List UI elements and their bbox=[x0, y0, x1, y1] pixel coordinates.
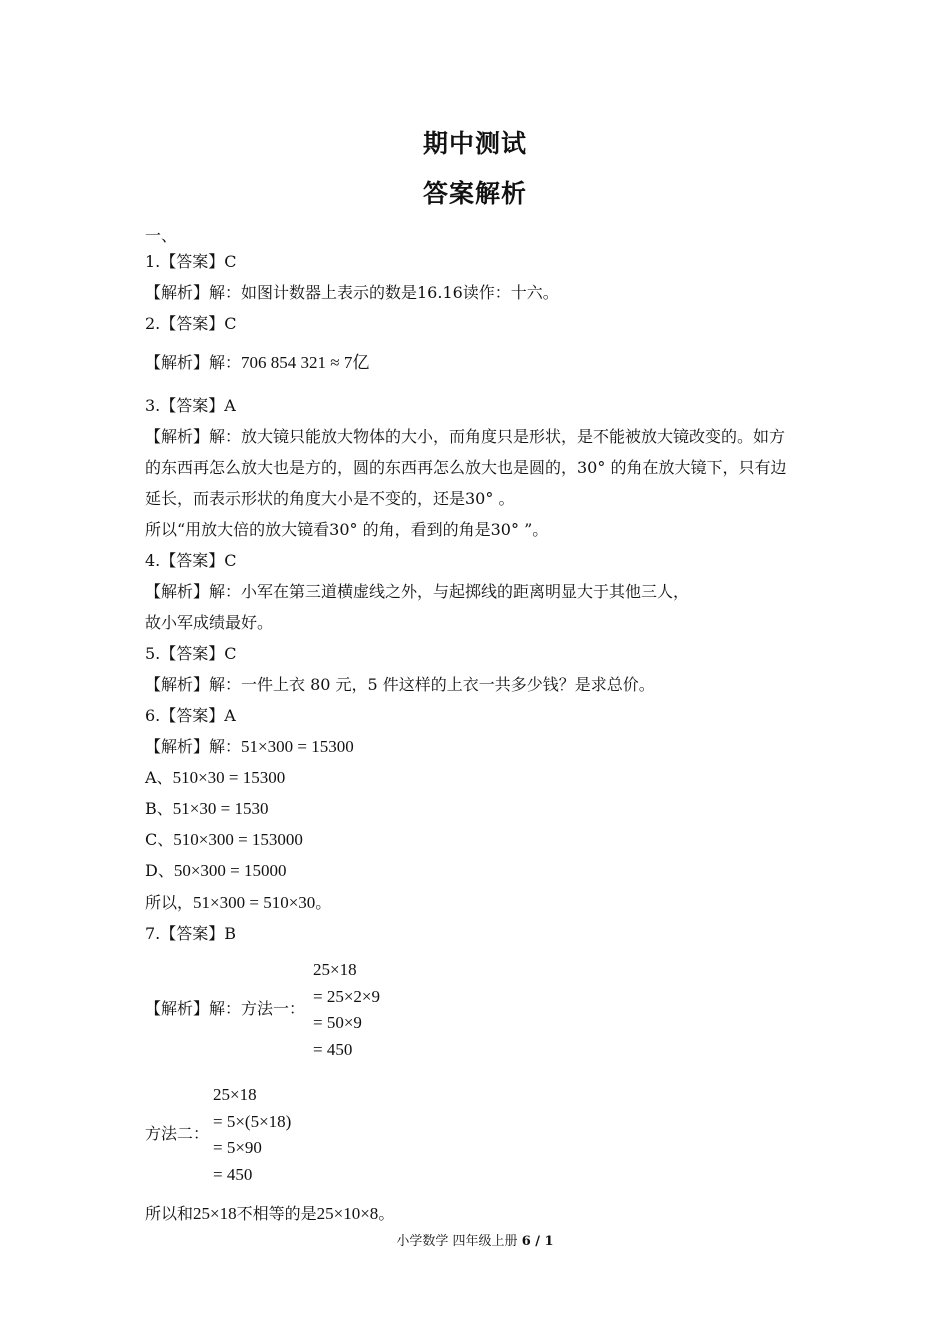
q7-method2-step: 25×18 bbox=[213, 1085, 257, 1104]
q4-analysis-line-2: 故小军成绩最好。 bbox=[145, 613, 274, 632]
q6-option-math: 510×30 = 15300 bbox=[172, 768, 286, 787]
q6-option-d bbox=[145, 861, 287, 881]
q3-analysis-line-1: 【解析】解：放大镜只能放大物体的大小，而角度只是形状，是不能被放大镜改变的。如方 bbox=[145, 427, 786, 446]
q3-answer: 3.【答案】A bbox=[145, 396, 236, 415]
q3-analysis-line-3: 延长，而表示形状的角度大小是不变的，还是30° 。 bbox=[145, 489, 515, 508]
q1-analysis: 【解析】解：如图计数器上表示的数是16.16读作：十六。 bbox=[145, 283, 559, 302]
q7-conclusion-middle: 不相等的是 bbox=[236, 1204, 317, 1223]
q7-method1-step: = 25×2×9 bbox=[313, 986, 381, 1006]
q6-option-math: 51×30 = 1530 bbox=[172, 799, 269, 818]
q5-analysis: 【解析】解：一件上衣 80 元，5 件这样的上衣一共多少钱？是求总价。 bbox=[145, 675, 655, 694]
q7-method1-label: 【解析】解：方法一： bbox=[145, 999, 306, 1018]
page-footer bbox=[0, 1230, 950, 1249]
q2-analysis bbox=[145, 353, 369, 373]
q6-option-b bbox=[145, 799, 268, 819]
q2-answer: 2.【答案】C bbox=[145, 314, 237, 333]
q6-option-math: 50×300 = 15000 bbox=[173, 861, 287, 880]
q6-analysis-prefix: 【解析】解： bbox=[145, 737, 242, 756]
page-title: 期中测试 bbox=[422, 129, 527, 158]
section-heading: 一、 bbox=[145, 226, 178, 245]
q6-option-label: A、 bbox=[145, 768, 173, 787]
q7-conclusion-suffix: 。 bbox=[378, 1204, 395, 1223]
q2-analysis-math: 706 854 321 ≈ 7亿 bbox=[241, 353, 370, 372]
q7-method2-step: = 450 bbox=[213, 1164, 253, 1184]
q7-method1-step: = 450 bbox=[313, 1039, 353, 1059]
q3-analysis-line-2: 的东西再怎么放大也是方的，圆的东西再怎么放大也是圆的，30° 的角在放大镜下，只有边 bbox=[145, 458, 787, 477]
q7-method1-steps bbox=[313, 957, 380, 1063]
q4-answer: 4.【答案】C bbox=[145, 551, 237, 570]
q7-method2-steps bbox=[213, 1082, 291, 1188]
q6-option-math: 510×300 = 153000 bbox=[173, 830, 303, 849]
q7-conclusion-math-2: 25×10×8 bbox=[316, 1204, 379, 1223]
q6-option-label: B、 bbox=[145, 799, 173, 818]
q7-method2-step: = 5×(5×18) bbox=[213, 1111, 292, 1131]
q6-option-label: C、 bbox=[145, 830, 174, 849]
q6-analysis bbox=[145, 737, 354, 757]
q4-analysis-line-1: 【解析】解：小军在第三道横虚线之外，与起掷线的距离明显大于其他三人， bbox=[145, 582, 690, 601]
q7-method1-step: 25×18 bbox=[313, 960, 357, 979]
q6-conclusion bbox=[145, 893, 331, 913]
page-number: 6 / 1 bbox=[521, 1234, 554, 1249]
q7-method1-step: = 50×9 bbox=[313, 1013, 362, 1032]
q6-conclusion-prefix: 所以， bbox=[145, 893, 194, 912]
q6-conclusion-suffix: 。 bbox=[315, 893, 332, 912]
q5-answer: 5.【答案】C bbox=[145, 644, 237, 663]
q7-method2-step: = 5×90 bbox=[213, 1138, 262, 1157]
q7-conclusion-prefix: 所以和 bbox=[145, 1204, 194, 1223]
page-subtitle: 答案解析 bbox=[422, 179, 527, 208]
q6-option-c bbox=[145, 830, 303, 850]
q6-analysis-math: 51×300 = 15300 bbox=[241, 737, 354, 756]
q7-conclusion bbox=[145, 1204, 394, 1224]
q6-option-a bbox=[145, 768, 285, 788]
q6-answer: 6.【答案】A bbox=[145, 706, 236, 725]
q6-option-label: D、 bbox=[145, 861, 174, 880]
q7-conclusion-math-1: 25×18 bbox=[193, 1204, 237, 1223]
q6-conclusion-math: 51×300 = 510×30 bbox=[193, 893, 316, 912]
q7-method2-label: 方法二： bbox=[145, 1124, 210, 1143]
footer-text: 小学数学 四年级上册 bbox=[396, 1234, 522, 1249]
q7-answer: 7.【答案】B bbox=[145, 924, 237, 943]
q3-conclusion: 所以“用放大倍的放大镜看30° 的角，看到的角是30° ”。 bbox=[145, 520, 549, 539]
q2-analysis-prefix: 【解析】解： bbox=[145, 353, 242, 372]
q1-answer: 1.【答案】C bbox=[145, 252, 237, 271]
